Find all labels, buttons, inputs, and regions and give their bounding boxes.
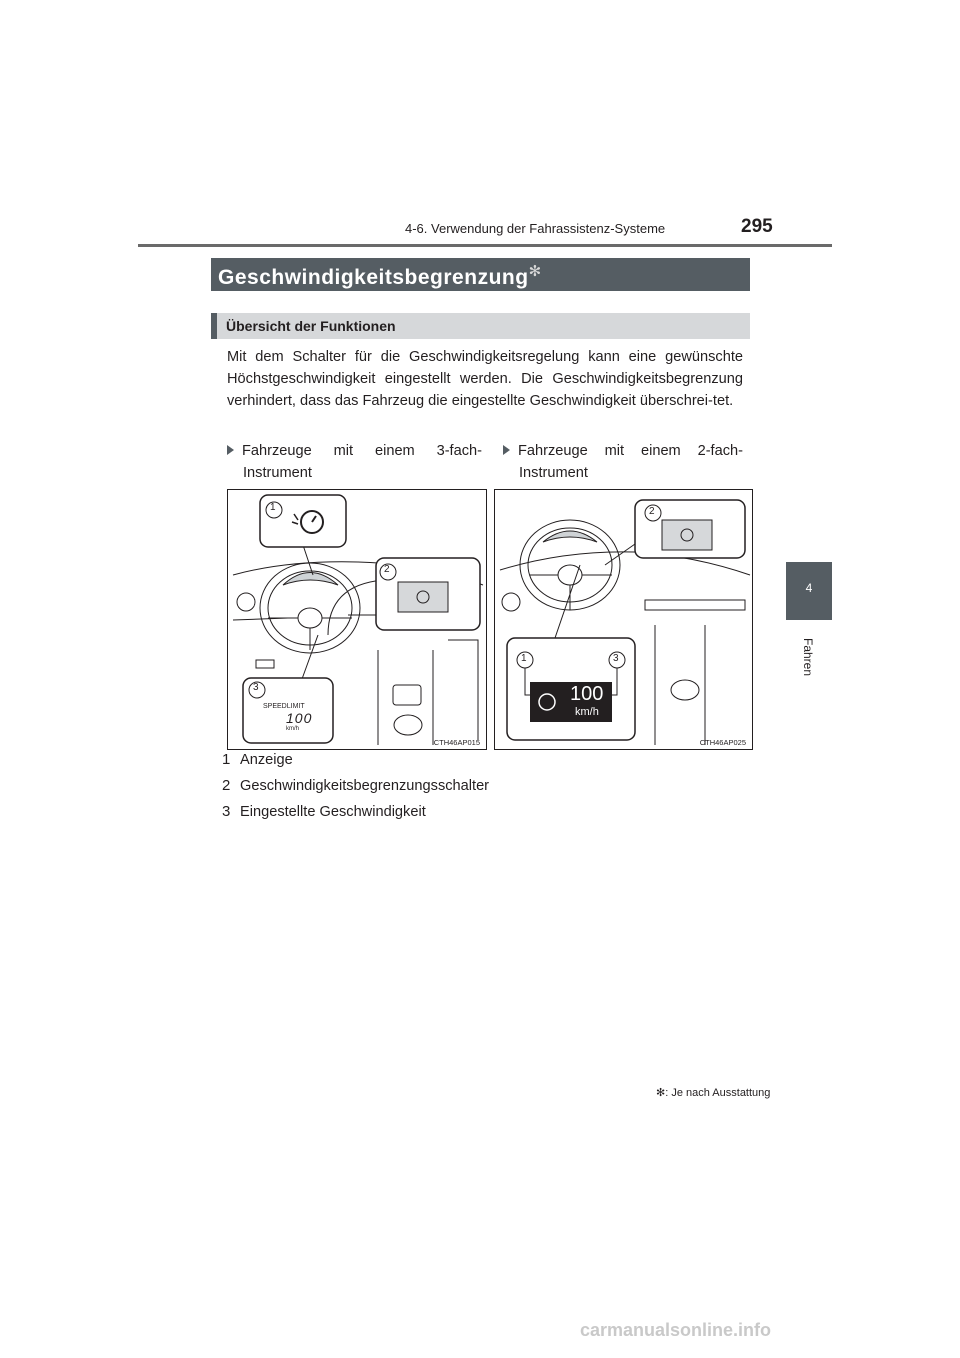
footnote-text: : Je nach Ausstattung xyxy=(665,1087,771,1099)
bullet-word: 2-fach- xyxy=(697,443,743,459)
dashboard-drawing xyxy=(228,490,486,749)
bullet-word: einem xyxy=(640,443,681,459)
speedlimit-label: SPEEDLIMIT xyxy=(263,703,305,710)
header-rule xyxy=(138,244,832,247)
triangle-bullet-icon xyxy=(503,445,510,455)
bullet-line-2: Instrument xyxy=(519,465,588,481)
dashboard-illustration-3-instrument xyxy=(227,489,487,750)
callout-2: 2 xyxy=(649,506,655,517)
chapter-tab xyxy=(786,562,832,620)
intro-paragraph: Mit dem Schalter für die Geschwindigkeitsregelung kann eine gewünschte Höchstgeschwindigkeit eingestellt werden. Die Geschwindigkeitsbegrenzung verhindert, dass das Fahrzeug die eingestellte Geschwindigkeit überschrei-tet. xyxy=(227,349,743,409)
triangle-bullet-icon xyxy=(227,445,234,455)
callout-1: 1 xyxy=(270,502,276,513)
bullet-word: mit xyxy=(333,443,354,459)
display-value: 100 xyxy=(570,683,604,705)
variant-heading-3-instrument xyxy=(227,440,482,484)
running-header-section: 4-6. Verwendung der Fahrassistenz-Systeme xyxy=(405,221,666,236)
callout-2: 2 xyxy=(384,564,390,575)
footnote-star-icon: ✻ xyxy=(656,1087,666,1099)
watermark: carmanualsonline.info xyxy=(580,1320,772,1340)
bullet-word: Fahrzeuge xyxy=(518,443,588,459)
legend-number: 2 xyxy=(222,777,231,794)
subsection-title: Übersicht der Funktionen xyxy=(226,318,396,334)
legend-text: Anzeige xyxy=(240,752,293,768)
subsection-title-bar xyxy=(211,313,750,339)
callout-3: 3 xyxy=(613,653,619,664)
bullet-word: mit xyxy=(604,443,625,459)
legend-item xyxy=(222,803,426,820)
speedlimit-value: 100 xyxy=(286,710,313,726)
legend-number: 3 xyxy=(222,803,231,820)
bullet-word: 3-fach- xyxy=(436,443,482,459)
illustration-code: CTH46AP015 xyxy=(433,738,480,747)
dashboard-illustration-2-instrument xyxy=(494,489,753,750)
section-title: Geschwindigkeitsbegrenzung xyxy=(218,266,529,289)
bullet-line-2: Instrument xyxy=(243,465,312,481)
legend-item xyxy=(222,751,293,768)
section-title-wrap xyxy=(218,262,542,290)
display-unit: km/h xyxy=(575,706,599,718)
callout-3: 3 xyxy=(253,682,259,693)
bullet-word: Fahrzeuge xyxy=(242,443,312,459)
subsection-accent xyxy=(211,313,217,339)
legend-number: 1 xyxy=(222,751,231,768)
variant-heading-2-instrument xyxy=(503,440,743,484)
legend-item xyxy=(222,777,489,794)
illustration-code: CTH46AP025 xyxy=(699,738,746,747)
legend-text: Eingestellte Geschwindigkeit xyxy=(240,804,426,820)
section-title-bar xyxy=(211,258,750,291)
chapter-number: 4 xyxy=(805,581,813,595)
chapter-label: Fahren xyxy=(801,637,815,677)
page-number: 295 xyxy=(741,216,773,237)
legend-text: Geschwindigkeitsbegrenzungsschalter xyxy=(240,778,490,794)
footnote-star-icon: ✻ xyxy=(528,263,542,280)
callout-1: 1 xyxy=(521,653,527,664)
dashboard-drawing xyxy=(495,490,752,749)
speedlimit-unit: km/h xyxy=(286,726,300,732)
bullet-word: einem xyxy=(374,443,415,459)
footnote xyxy=(656,1086,770,1099)
